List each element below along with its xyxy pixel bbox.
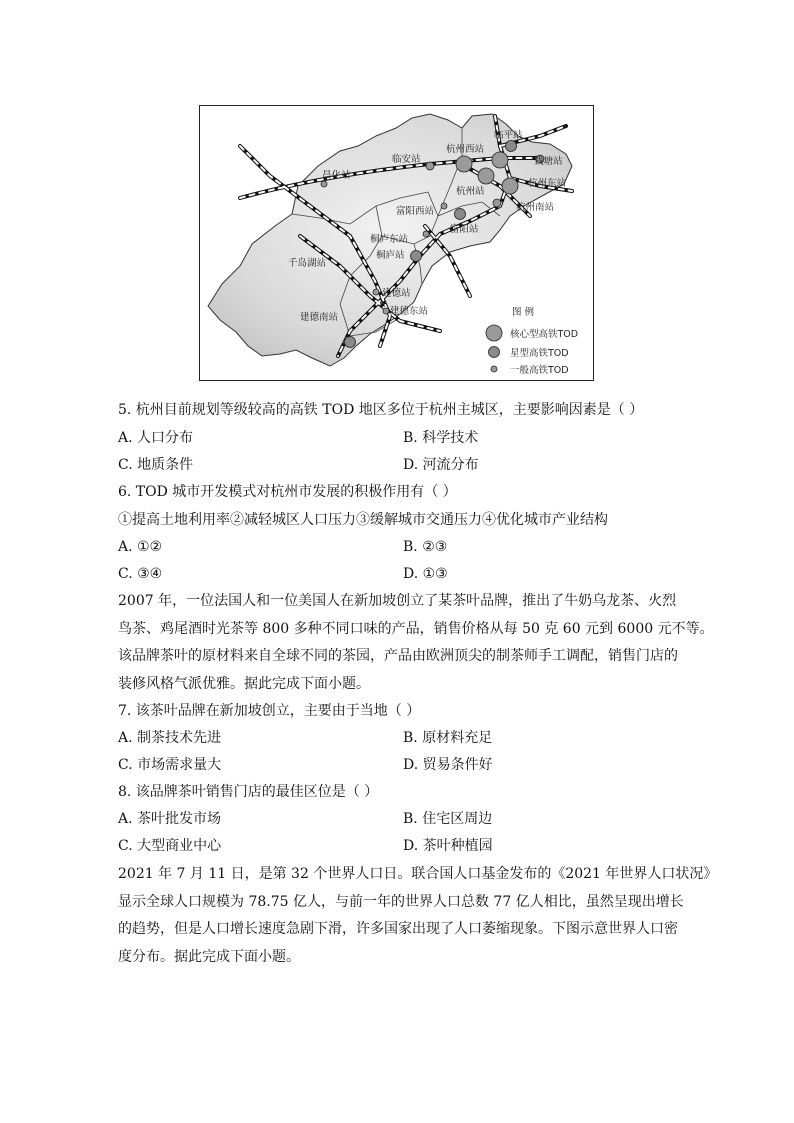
legend-core-symbol	[486, 325, 502, 341]
q6-items: ①提高土地利用率②减轻城区人口压力③缓解城市交通压力④优化城市产业结构	[118, 512, 608, 528]
q8-option-d[interactable]: D. 茶叶种植园	[403, 838, 493, 854]
passage-tea-brand	[118, 588, 714, 698]
q6-option-d[interactable]: D. ①③	[403, 566, 448, 582]
passage-pop-line-4: 度分布。据此完成下面小题。	[118, 948, 300, 965]
label-hangzhou-west: 杭州西站	[446, 144, 485, 155]
q8-stem: 8. 该品牌茶叶销售门店的最佳区位是（ ）	[118, 784, 379, 800]
q5-option-d[interactable]: D. 河流分布	[403, 457, 479, 473]
passage-pop-line-3: 的趋势，但是人口增长速度急剧下滑，许多国家出现了人口萎缩现象。下图示意世界人口密	[118, 921, 678, 937]
q7-option-c[interactable]: C. 市场需求量大	[118, 757, 222, 773]
label-fuyang: 富阳站	[450, 224, 479, 235]
passage-tea-line-2: 鸟茶、鸡尾酒时光茶等 800 多种不同口味的产品，销售价格从每 50 克 60 元到 6000 元不等。	[118, 620, 714, 637]
legend-star-label: 星型高铁TOD	[510, 348, 569, 359]
map-legend	[486, 306, 578, 376]
q5-option-a[interactable]: A. 人口分布	[118, 430, 194, 446]
station-hangzhou-marker	[478, 168, 494, 184]
q5-option-c[interactable]: C. 地质条件	[118, 457, 194, 473]
station-linan-marker	[426, 162, 434, 170]
station-tonglu-east-marker	[423, 231, 429, 237]
passage-world-population	[118, 861, 718, 971]
station-hangzhou-east-marker	[502, 178, 518, 194]
legend-general-label: 一般高铁TOD	[510, 365, 569, 376]
label-jiande-south: 建德南站	[300, 312, 339, 323]
label-hangzhou-east: 杭州东站	[528, 178, 567, 189]
station-hangzhou-south-marker	[493, 199, 501, 207]
legend-core-label: 核心型高铁TOD	[510, 329, 579, 340]
station-tonglu-marker	[411, 251, 422, 262]
station-fuyang-marker	[455, 209, 466, 220]
q6-stem: 6. TOD 城市开发模式对杭州市发展的积极作用有（ ）	[118, 484, 457, 500]
q7-stem: 7. 该茶叶品牌在新加坡创立，主要由于当地（ ）	[118, 703, 421, 719]
q8-option-b[interactable]: B. 住宅区周边	[403, 811, 493, 827]
label-fuyang-west: 富阳西站	[396, 206, 435, 217]
label-tonglu: 桐庐站	[376, 250, 405, 261]
station-jiande-marker	[373, 289, 379, 295]
label-hangzhou-south: 杭州南站	[516, 202, 555, 213]
station-jiande-south-marker	[345, 337, 356, 348]
q5-option-b[interactable]: B. 科学技术	[403, 430, 479, 446]
station-fuyang-west-marker	[441, 203, 447, 209]
station-changhua-marker	[321, 181, 327, 187]
legend-star-symbol	[489, 347, 500, 358]
q8-option-c[interactable]: C. 大型商业中心	[118, 838, 222, 854]
label-changhua: 昌化站	[322, 170, 351, 181]
passage-tea-line-1: 2007 年，一位法国人和一位美国人在新加坡创立了某茶叶品牌，推出了牛奶乌龙茶、火烈	[118, 593, 677, 609]
map-svg	[200, 106, 592, 379]
label-jiande: 建德站	[382, 288, 411, 299]
legend-title: 图 例	[512, 307, 535, 318]
label-qiandaohu: 千岛湖站	[288, 258, 327, 269]
q6-option-c[interactable]: C. ③④	[118, 566, 163, 582]
station-core-marker-2	[492, 152, 508, 168]
label-tonglu-east: 桐庐东站	[370, 234, 409, 245]
passage-tea-line-3: 该品牌茶叶的原材料来自全球不同的茶园，产品由欧洲顶尖的制茶师手工调配，销售门店的	[118, 648, 678, 664]
q6-option-b[interactable]: B. ②③	[403, 539, 448, 555]
passage-tea-line-4: 装修风格气派优雅。据此完成下面小题。	[118, 675, 370, 692]
q5-stem: 5. 杭州目前规划等级较高的高铁 TOD 地区多位于杭州主城区，主要影响因素是（ ）	[118, 402, 644, 418]
hangzhou-rail-tod-map	[199, 105, 594, 381]
passage-pop-line-1: 2021 年 7 月 11 日，是第 32 个世界人口日。联合国人口基金发布的《2021 年世界人口状况》	[118, 866, 718, 882]
q6-option-a[interactable]: A. ①②	[118, 539, 163, 555]
station-hangzhou-west-marker	[456, 156, 472, 172]
passage-pop-line-2: 显示全球人口规模为 78.75 亿人，与前一年的世界人口总数 77 亿人相比，虽然呈现出增长	[118, 893, 684, 910]
label-jiande-east: 建德东站	[390, 306, 429, 317]
q7-option-b[interactable]: B. 原材料充足	[403, 730, 493, 746]
station-linping-marker	[506, 141, 517, 152]
station-jiande-east-marker	[383, 308, 389, 314]
q7-option-a[interactable]: A. 制茶技术先进	[118, 730, 222, 746]
q8-option-a[interactable]: A. 茶叶批发市场	[118, 811, 222, 827]
label-linping: 临平站	[494, 130, 523, 141]
label-qiantang: 钱塘站	[534, 156, 563, 167]
label-linan: 临安站	[392, 154, 421, 165]
q7-option-d[interactable]: D. 贸易条件好	[403, 757, 493, 773]
legend-general-symbol	[491, 366, 497, 372]
label-hangzhou: 杭州站	[456, 186, 485, 197]
